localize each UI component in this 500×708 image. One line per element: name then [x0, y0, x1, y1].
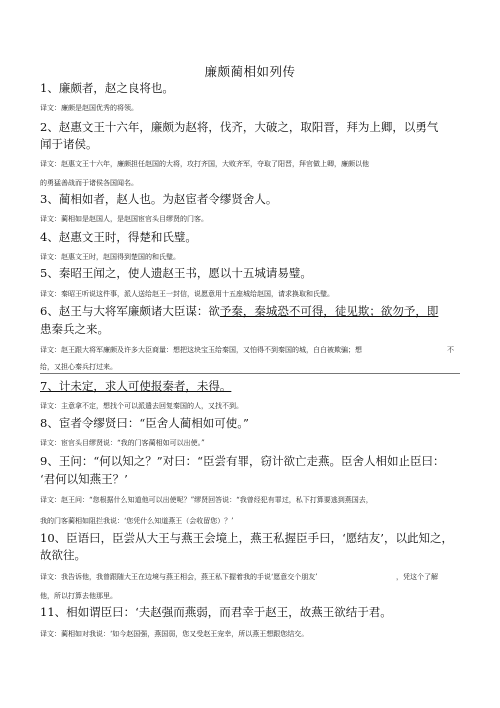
translation-2-line-2: 的勇猛善战而于诸侯各国闻名。: [40, 179, 138, 187]
page-title: 廉颇蔺相如列传: [204, 64, 296, 79]
translation-9-line-2: 我的门客蔺相如阻拦我说：‘您凭什么知道燕王（会收留您）？’: [40, 517, 234, 525]
passage-2-line-2: 闻于诸侯。: [40, 137, 98, 151]
translation-6-line-1: 译文：赵王跟大将军廉颇及许多大臣商量：想把这块宝玉给秦国，又怕得不到秦国的城，白白被欺骗；想: [40, 346, 362, 354]
translation-1: 译文：廉颇是赵国优秀的将领。: [40, 104, 138, 112]
translation-6-line-2: 给，又担心秦兵打过来。: [40, 363, 117, 371]
passage-10-line-1: 10、臣语曰，臣尝从大王与燕王会境上，燕王私握臣手曰，‘愿结友’，以此知之，: [40, 531, 453, 545]
translation-2-line-1: 译文：赵惠文王十六年，廉颇担任赵国的大将，攻打齐国，大败齐军，夺取了阳晋，拜官做上卿，廉颇以他: [40, 160, 369, 168]
translation-6-right-fragment: 不: [447, 346, 454, 354]
passage-10-line-2: 故欲往。: [40, 548, 86, 562]
passage-6-underlined: 予秦，秦城恐不可得，徒见欺；欲勿予，即: [219, 304, 439, 318]
translation-8: 译文：宦官头目缪贤说：“我的门客蔺相如可以出使。”: [40, 439, 205, 447]
translation-10-right-fragment: ，凭这个了解: [396, 573, 438, 581]
passage-3: 3、蔺相如者，赵人也。为赵宦者令缪贤舍人。: [40, 192, 278, 206]
translation-10-line-1: 译文：我告诉他，我曾跟随大王在边境与燕王相会，燕王私下握着我的手说‘愿意交个朋友’: [40, 573, 318, 581]
passage-9-line-2: ‘君何以知燕王？’: [40, 472, 128, 486]
passage-1: 1、廉颇者，赵之良将也。: [40, 81, 174, 95]
translation-5: 译文：秦昭王听说这件事，派人送给赵王一封信，说愿意用十五座城给赵国，请求换取和氏璧。: [40, 290, 334, 298]
passage-11: 11、相如谓臣曰：‘夫赵强而燕弱，而君幸于赵王，故燕王欲结于君。: [40, 605, 392, 619]
passage-6-lead: 6、赵王与大将军廉颇诸大臣谋：欲: [40, 304, 220, 318]
translation-3: 译文：蔺相如是赵国人，是赵国宦官头目缪贤的门客。: [40, 215, 208, 223]
passage-4: 4、赵惠文王时，得楚和氏璧。: [40, 230, 197, 244]
translation-9-line-1: 译文：赵王问：“您根据什么知道他可以出使呢？”缪贤回答说：“我曾经犯有罪过，私下打算要逃到燕国去，: [40, 496, 373, 504]
translation-11: 译文：蔺相如对我说：‘如今赵国强，燕国弱，您又受赵王宠幸，所以燕王想跟您结交。: [40, 630, 309, 638]
translation-4: 译文：赵惠文王时，赵国得到楚国的和氏璧。: [40, 253, 180, 261]
passage-2-line-1: 2、赵惠文王十六年，廉颇为赵将，伐齐，大破之，取阳晋，拜为上卿，以勇气: [40, 120, 439, 134]
translation-7: 译文：主意拿不定，想找个可以派遣去回复秦国的人，又找不到。: [40, 402, 243, 410]
passage-9-line-1: 9、王问：“何以知之？”对曰：“臣尝有罪，窃计欲亡走燕。臣舍人相如止臣曰：: [40, 454, 445, 468]
passage-6-line-2: 患秦兵之来。: [40, 322, 109, 336]
passage-8: 8、宦者令缪贤曰：“臣舍人蔺相如可使。”: [40, 416, 249, 430]
passage-6-line-1: [40, 303, 438, 320]
translation-10-line-2: 他，所以打算去他那里。: [40, 592, 117, 600]
divider-line: [40, 373, 460, 374]
passage-7: 7、计未定，求人可使报秦者，未得。: [40, 379, 232, 393]
passage-5: 5、秦昭王闻之，使人遗赵王书，愿以十五城请易璧。: [40, 266, 312, 280]
